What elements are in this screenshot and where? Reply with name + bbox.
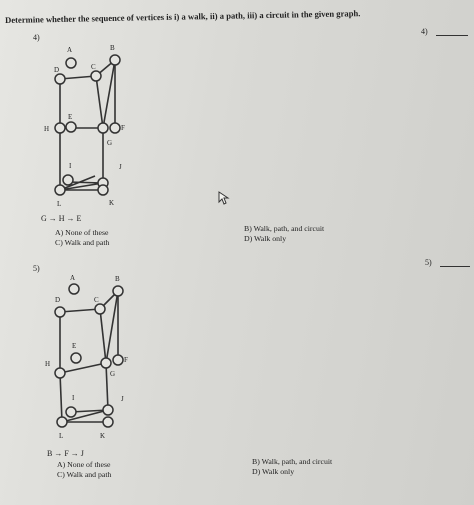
edge-g-j bbox=[106, 363, 108, 410]
question-4-number: 4) bbox=[33, 33, 40, 42]
vertex-label-a: A bbox=[67, 46, 73, 54]
vertex-label-k: K bbox=[109, 199, 115, 207]
vertex-label-g: G bbox=[107, 139, 113, 147]
vertex-label-c: C bbox=[94, 296, 99, 304]
vertex-label-g: G bbox=[110, 370, 116, 378]
q4-option-d[interactable]: D) Walk only bbox=[244, 234, 287, 243]
q5-option-a[interactable]: A) None of these bbox=[57, 460, 111, 469]
vertex-a bbox=[69, 284, 79, 294]
vertex-label-j: J bbox=[121, 395, 124, 403]
vertex-label-b: B bbox=[115, 275, 120, 283]
vertex-label-h: H bbox=[45, 360, 51, 368]
vertex-label-j: J bbox=[119, 163, 122, 171]
vertex-label-i: I bbox=[72, 394, 75, 402]
vertex-l bbox=[57, 417, 67, 427]
edge-h-g bbox=[60, 363, 106, 373]
vertex-b bbox=[113, 286, 123, 296]
vertex-label-f: F bbox=[121, 124, 125, 132]
answer-4-label: 4) bbox=[421, 27, 428, 36]
vertex-label-d: D bbox=[54, 66, 60, 74]
answer-5-label: 5) bbox=[425, 258, 432, 267]
vertex-f bbox=[113, 355, 123, 365]
vertex-label-k: K bbox=[100, 432, 106, 440]
q5-option-c[interactable]: C) Walk and path bbox=[57, 470, 112, 479]
vertex-d bbox=[55, 307, 65, 317]
q4-option-c[interactable]: C) Walk and path bbox=[55, 238, 110, 247]
vertex-label-d: D bbox=[55, 296, 61, 304]
sequence-5: B → F → J bbox=[47, 449, 84, 458]
vertex-label-b: B bbox=[110, 44, 115, 52]
mouse-cursor-icon bbox=[218, 191, 230, 205]
vertex-label-c: C bbox=[91, 63, 96, 71]
q4-option-b[interactable]: B) Walk, path, and circuit bbox=[244, 224, 325, 233]
vertex-label-f: F bbox=[124, 356, 128, 364]
question-5-number: 5) bbox=[33, 264, 40, 273]
sequence-4: G → H → E bbox=[41, 214, 82, 223]
vertex-g bbox=[101, 358, 111, 368]
q4-option-a[interactable]: A) None of these bbox=[55, 228, 109, 237]
vertex-label-h: H bbox=[44, 125, 50, 133]
instructions: Determine whether the sequence of vertices is i) a walk, ii) a path, iii) a circuit in the given graph. bbox=[5, 8, 361, 25]
vertex-k bbox=[103, 417, 113, 427]
edge-h-l bbox=[60, 373, 62, 422]
vertex-c bbox=[95, 304, 105, 314]
vertex-label-e: E bbox=[68, 113, 73, 121]
vertex-label-l: L bbox=[59, 432, 64, 440]
vertex-label-l: L bbox=[57, 200, 62, 208]
vertex-h bbox=[55, 368, 65, 378]
vertex-label-a: A bbox=[70, 274, 76, 282]
vertex-e bbox=[71, 353, 81, 363]
vertex-j bbox=[103, 405, 113, 415]
q5-option-b[interactable]: B) Walk, path, and circuit bbox=[252, 457, 333, 466]
vertex-label-i: I bbox=[69, 162, 72, 170]
vertex-i bbox=[66, 407, 76, 417]
edge-c-g bbox=[100, 309, 106, 363]
vertex-label-e: E bbox=[72, 342, 77, 350]
q5-option-d[interactable]: D) Walk only bbox=[252, 467, 295, 476]
edge-d-c bbox=[60, 309, 100, 312]
